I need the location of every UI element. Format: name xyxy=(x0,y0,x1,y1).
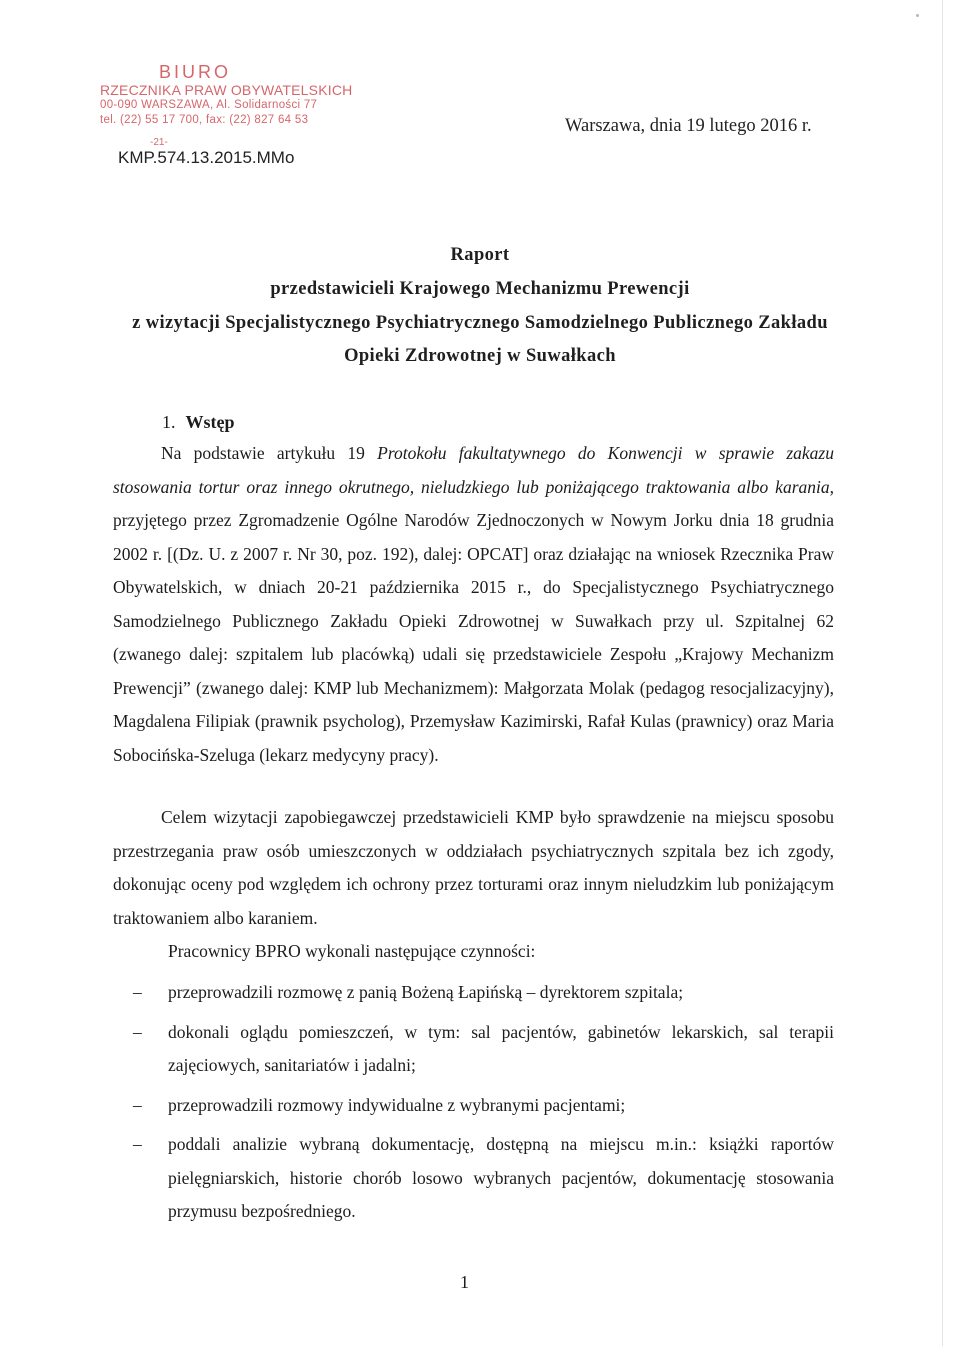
scan-speck xyxy=(916,14,919,17)
section-number: 1. xyxy=(162,412,176,432)
list-dash: – xyxy=(133,1021,142,1042)
paragraph-purpose-text: Celem wizytacji zapobiegawczej przedstawicieli KMP było sprawdzenie na miejscu sposobu przestrzegania praw osób umieszczonych w oddziałach psychiatrycznych szpitala bez ich zgody, dokonując oceny pod względem ich ochrony przez torturami oraz innym nieludzkim lub poniżającym traktowaniem albo karaniem. xyxy=(113,807,834,928)
list-item-text: dokonali oglądu pomieszczeń, w tym: sal pacjentów, gabinetów lekarskich, sal terapii zajęciowych, sanitariatów i jadalni; xyxy=(168,1021,834,1075)
scan-edge-line xyxy=(942,0,943,1346)
stamp-line-office: BIURO xyxy=(158,62,231,82)
reference-number: KMP.574.13.2015.MMo xyxy=(118,148,295,167)
list-item-text: przeprowadzili rozmowę z panią Bożeną Łapińską – dyrektorem szpitala; xyxy=(168,982,684,1002)
stamp-handwritten-number: -21- xyxy=(150,137,168,148)
stamp-line-address: 00-090 WARSZAWA, Al. Solidarności 77 xyxy=(100,99,318,111)
page-number: 1 xyxy=(460,1272,469,1292)
office-stamp xyxy=(100,62,360,128)
paragraph-legal-basis-start: Na podstawie artykułu 19 xyxy=(161,443,378,463)
list-item xyxy=(113,1128,834,1229)
paragraph-legal-basis xyxy=(113,437,834,772)
list-dash: – xyxy=(133,982,142,1002)
stamp-line-phone: tel. (22) 55 17 700, fax: (22) 827 64 53 xyxy=(100,114,309,126)
list-item-text: przeprowadzili rozmowy indywidualne z wybranymi pacjentami; xyxy=(168,1094,626,1115)
paragraph-legal-basis-rest: przyjętego przez Zgromadzenie Ogólne Narodów Zjednoczonych w Nowym Jorku dnia 18 grudnia 2002 r. [(Dz. U. z 2007 r. Nr 30, poz. 192), dalej: OPCAT] oraz działając na wniosek Rzecznika Praw Obywatelskich, w dniach 20-21 października 2015 r., do Specjalistycznego Psychiatrycznego Samodzielnego Publicznego Zakładu Opieki Zdrowotnej w Suwałkach przy ul. Szpitalnej 62 (zwanego dalej: szpitalem lub placówką) udali się przedstawiciele Zespołu „Krajowy Mechanizm Prewencji” (zwanego dalej: KMP lub Mechanizmem): Małgorzata Molak (pedagog resocjalizacyjny), Magdalena Filipiak (prawnik psycholog), Przemysław Kazimirski, Rafał Kulas (prawnicy) oraz Maria Sobocińska-Szeluga (lekarz medycyny pracy). xyxy=(113,510,834,765)
report-title: Raport xyxy=(450,245,510,265)
list-item xyxy=(113,976,834,1010)
stamp-line-institution: RZECZNIKA PRAW OBYWATELSKICH xyxy=(100,82,353,98)
document-date: Warszawa, dnia 19 lutego 2016 r. xyxy=(565,116,812,136)
report-subtitle-line-3: Opieki Zdrowotnej w Suwałkach xyxy=(344,346,616,366)
report-subtitle-line-1: przedstawicieli Krajowego Mechanizmu Prewencji xyxy=(270,279,690,299)
list-item-text: poddali analizie wybraną dokumentację, dostępną na miejscu m.in.: książki raportów pielęgniarskich, historie chorób losowo wybranych pacjentów, dokumentację stosowania przymusu bezpośredniego. xyxy=(168,1134,834,1221)
activities-intro: Pracownicy BPRO wykonali następujące czynności: xyxy=(168,941,536,961)
list-item xyxy=(113,1089,834,1123)
report-subtitle-line-2: z wizytacji Specjalistycznego Psychiatrycznego Samodzielnego Publicznego Zakładu xyxy=(132,313,828,333)
section-title: Wstęp xyxy=(185,412,235,432)
paragraph-purpose xyxy=(113,801,834,935)
opcat-title: Protokołu fakultatywnego do Konwencji w sprawie zakazu stosowania tortur oraz innego okrutnego, nieludzkiego lub poniżającego traktowania albo karania, xyxy=(113,443,834,497)
list-item xyxy=(113,1016,834,1083)
section-heading xyxy=(162,412,235,433)
list-dash: – xyxy=(133,1134,142,1154)
activities-list xyxy=(113,976,834,1235)
list-dash: – xyxy=(133,1094,142,1115)
